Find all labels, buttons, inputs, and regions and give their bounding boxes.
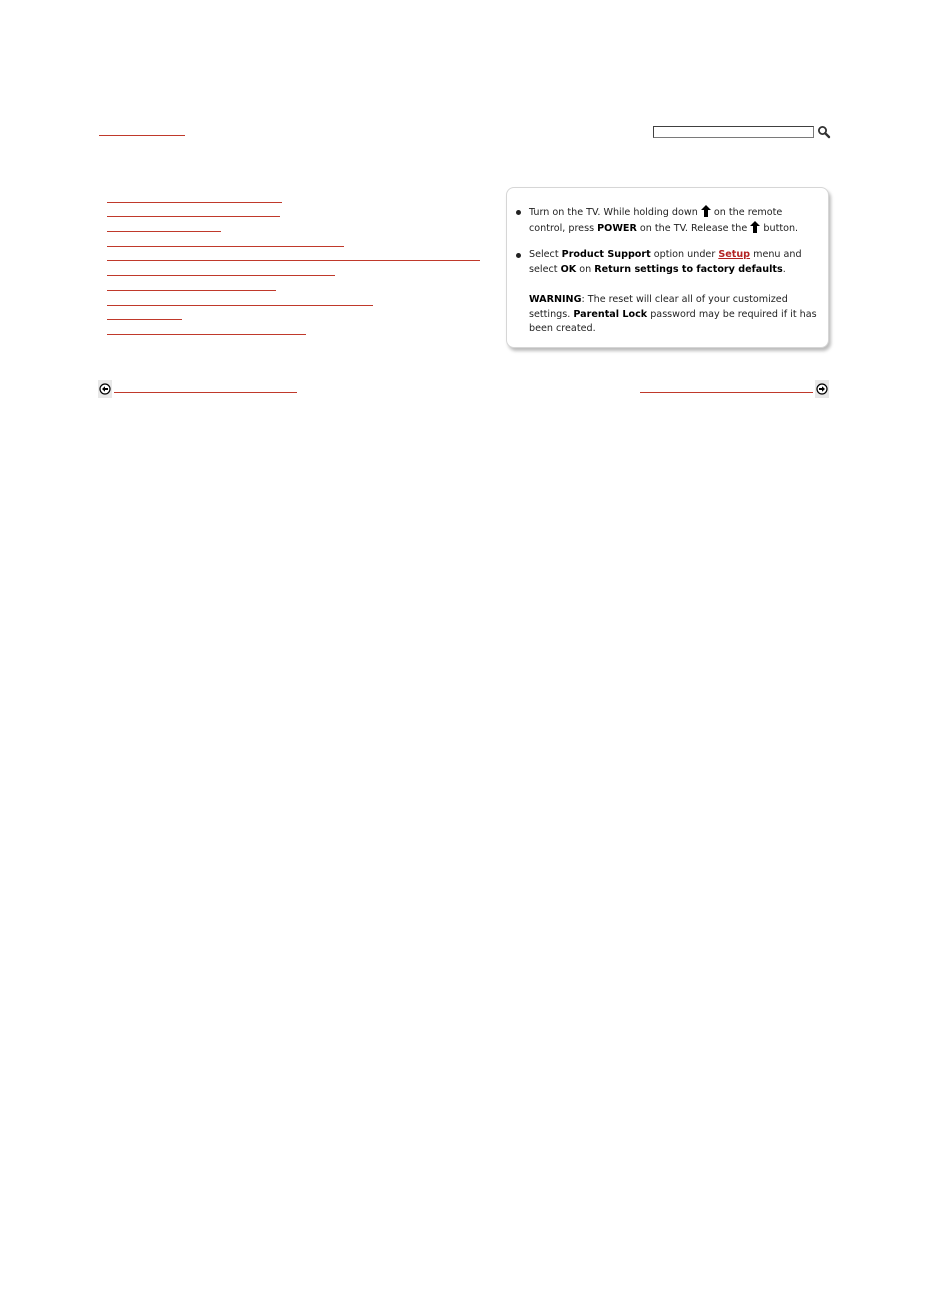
arrow-right-circle-icon[interactable]: [815, 380, 829, 398]
arrow-left-circle-icon[interactable]: [98, 380, 112, 398]
step-2: Select Product Support option under Setup menu and select OK on Return settings to factory defaults.: [529, 249, 802, 275]
warning-note: WARNING: The reset will clear all of your customized settings. Parental Lock password may be required if it has been created.: [529, 294, 817, 335]
arrow-up-icon: [750, 221, 760, 233]
arrow-up-icon: [701, 205, 711, 217]
search-icon[interactable]: [817, 124, 831, 138]
bullet: [516, 210, 521, 215]
search-input[interactable]: [653, 126, 814, 138]
setup-link[interactable]: Setup: [718, 249, 751, 260]
breadcrumb-link[interactable]: [99, 123, 185, 136]
next-page-link[interactable]: [640, 380, 813, 393]
step-1: Turn on the TV. While holding down on the remote control, press POWER on the TV. Release the button.: [529, 207, 799, 234]
previous-page-link[interactable]: [114, 380, 297, 393]
instructions-box: [506, 187, 829, 348]
bullet: [516, 253, 521, 258]
